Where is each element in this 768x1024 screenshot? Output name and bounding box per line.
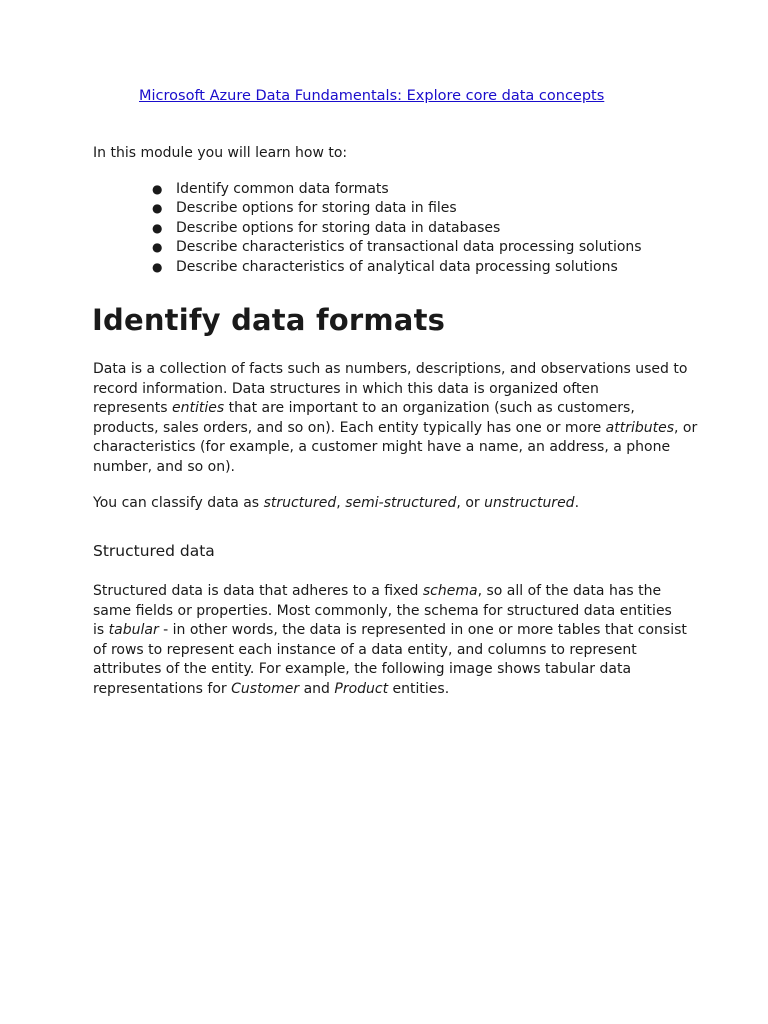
list-item: ● Identify common data formats (150, 180, 642, 199)
section-heading: Identify data formats (92, 303, 446, 337)
module-link[interactable]: Microsoft Azure Data Fundamentals: Explore core data concepts (139, 88, 605, 104)
list-item: ● Describe characteristics of transactional data processing solutions (150, 238, 642, 257)
classification-paragraph: You can classify data as structured, semi-structured, or unstructured. (93, 495, 580, 511)
bullet-icon: ● (152, 240, 163, 255)
bullet-icon: ● (152, 220, 163, 235)
intro-text: In this module you will learn how to: (93, 145, 348, 161)
list-item: ● Describe characteristics of analytical data processing solutions (150, 258, 642, 277)
bullet-icon: ● (152, 259, 163, 274)
list-item: ● Describe options for storing data in files (150, 199, 642, 218)
objectives-list (150, 180, 642, 277)
data-definition-paragraph: Data is a collection of facts such as numbers, descriptions, and observations used to record information. Data structures in which this data is organized often represents entities that are important to an organization (such as customers, products, sales orders, and so on). Each entity typically has one or more attributes, or characteristics (for example, a customer might have a name, an address, a phone number, and so on). (93, 361, 698, 475)
subsection-heading: Structured data (93, 542, 215, 560)
bullet-icon: ● (152, 201, 163, 216)
structured-data-paragraph: Structured data is data that adheres to a fixed schema, so all of the data has the same fields or properties. Most commonly, the schema for structured data entities is tabular - in other words, the data is represented in one or more tables that consist of rows to represent each instance of a data entity, and columns to represent attributes of the entity. For example, the following image shows tabular data representations for Customer and Product entities. (93, 583, 687, 697)
list-item: ● Describe options for storing data in databases (150, 219, 642, 238)
bullet-icon: ● (152, 182, 163, 196)
